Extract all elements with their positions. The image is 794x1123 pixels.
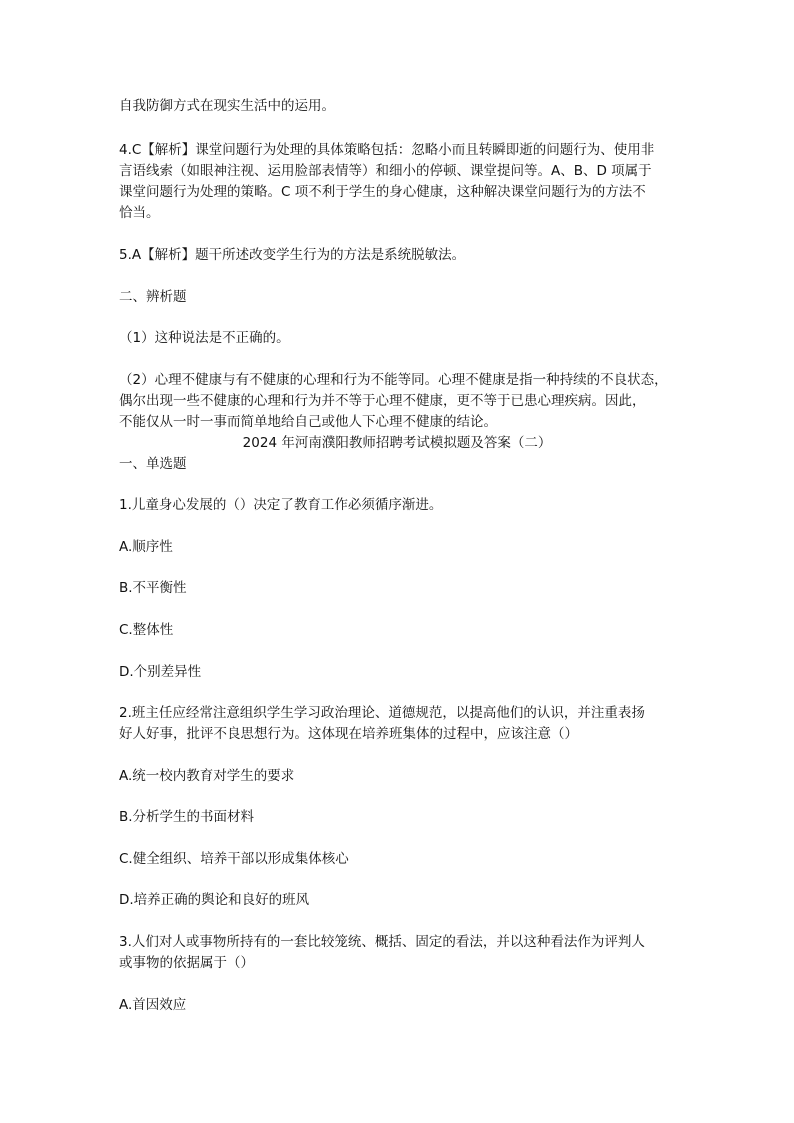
- question-3-option-a: A.首因效应: [119, 997, 187, 1013]
- analysis-point-2-line-3: 不能仅从一时一事而简单地给自己或他人下心理不健康的结论。: [119, 414, 497, 430]
- question-2-option-c: C.健全组织、培养干部以形成集体核心: [119, 851, 349, 867]
- analysis-point-1: （1）这种说法是不正确的。: [119, 330, 290, 346]
- question-1-option-c: C.整体性: [119, 622, 174, 638]
- answer-5: 5.A【解析】题干所述改变学生行为的方法是系统脱敏法。: [119, 247, 466, 263]
- question-2-line-1: 2.班主任应经常注意组织学生学习政治理论、道德规范，以提高他们的认识，并注重表扬: [119, 705, 645, 721]
- question-2-option-a: A.统一校内教育对学生的要求: [119, 768, 295, 784]
- question-1-option-a: A.顺序性: [119, 539, 173, 555]
- question-1: 1.儿童身心发展的（）决定了教育工作必须循序渐进。: [119, 497, 443, 513]
- question-2-option-b: B.分析学生的书面材料: [119, 809, 255, 825]
- answer-4-line-2: 言语线索（如眼神注视、运用脸部表情等）和细小的停顿、课堂提问等。A、B、D 项属于: [119, 163, 652, 179]
- question-1-option-d: D.个别差异性: [119, 664, 202, 680]
- section-heading-single-choice: 一、单选题: [119, 456, 187, 472]
- analysis-point-2-line-1: （2）心理不健康与有不健康的心理和行为不能等同。心理不健康是指一种持续的不良状态，: [119, 372, 668, 388]
- document-title: 2024 年河南濮阳教师招聘考试模拟题及答案（二）: [242, 435, 552, 451]
- answer-4-line-3: 课堂问题行为处理的策略。C 项不利于学生的身心健康，这种解决课堂问题行为的方法不: [119, 184, 646, 200]
- section-heading-analysis: 二、辨析题: [119, 289, 187, 305]
- question-2-option-d: D.培养正确的舆论和良好的班风: [119, 892, 310, 908]
- question-2-line-2: 好人好事，批评不良思想行为。这体现在培养班集体的过程中，应该注意（）: [119, 726, 578, 742]
- answer-4-line-1: 4.C【解析】课堂问题行为处理的具体策略包括：忽略小而且转瞬即逝的问题行为、使用非: [119, 142, 655, 158]
- question-3-line-2: 或事物的依据属于（）: [119, 955, 254, 971]
- answer-4-line-4: 恰当。: [119, 205, 160, 221]
- question-3-line-1: 3.人们对人或事物所持有的一套比较笼统、概括、固定的看法，并以这种看法作为评判人: [119, 934, 645, 950]
- text-line: 自我防御方式在现实生活中的运用。: [119, 98, 335, 114]
- question-1-option-b: B.不平衡性: [119, 580, 187, 596]
- analysis-point-2-line-2: 偶尔出现一些不健康的心理和行为并不等于心理不健康，更不等于已患心理疾病。因此，: [119, 393, 646, 409]
